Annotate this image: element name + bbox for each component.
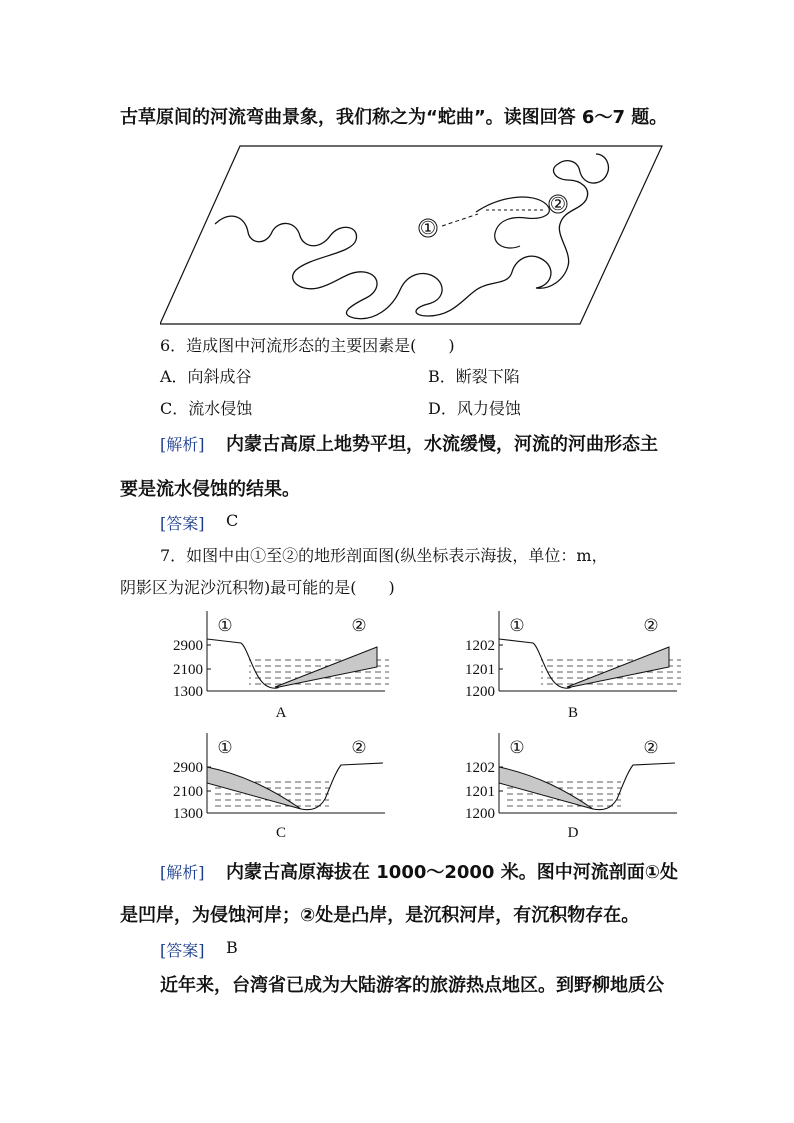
panel-a-tick-0: 2900 xyxy=(173,638,203,654)
map-marker-1: ① xyxy=(419,218,437,238)
panel-c-marker-1: ① xyxy=(217,738,233,757)
q7-analysis-line2: 是凹岸，为侵蚀河岸；②处是凸岸，是沉积河岸，有沉积物存在。 xyxy=(120,905,640,926)
q6-stem: 6．造成图中河流形态的主要因素是( ) xyxy=(160,336,455,355)
panel-c-tick-1: 2100 xyxy=(173,784,203,800)
q6-option-a: A．向斜成谷 xyxy=(160,367,252,386)
panel-b-tick-0: 1202 xyxy=(465,638,495,654)
panel-d-letter: D xyxy=(567,825,579,841)
q6-answer: C xyxy=(226,511,239,530)
panel-c-marker-2: ② xyxy=(351,738,367,757)
panel-c-tick-2: 1300 xyxy=(173,806,203,822)
q6-analysis-tag: [解析] xyxy=(160,435,205,454)
panel-a-tick-1: 2100 xyxy=(173,662,203,678)
q7-analysis-tag: [解析] xyxy=(160,863,205,882)
q6-option-c: C．流水侵蚀 xyxy=(160,399,253,418)
river-line xyxy=(215,154,608,319)
panel-c-tick-0: 2900 xyxy=(173,760,203,776)
panel-a-marker-1: ① xyxy=(217,616,233,635)
panel-b-tick-2: 1200 xyxy=(465,684,495,700)
map-marker-2: ② xyxy=(549,194,567,214)
intro-text: 古草原间的河流弯曲景象，我们称之为“蛇曲”。读图回答 6～7 题。 xyxy=(120,107,668,128)
profile-diagrams xyxy=(155,603,685,843)
q7-analysis-line1: 内蒙古高原海拔在 1000～2000 米。图中河流剖面①处 xyxy=(226,862,678,883)
q6-analysis-line1: 内蒙古高原上地势平坦，水流缓慢，河流的河曲形态主 xyxy=(226,434,658,455)
panel-d-marker-1: ① xyxy=(509,738,525,757)
panel-b-marker-1: ① xyxy=(509,616,525,635)
panel-a-marker-2: ② xyxy=(351,616,367,635)
panel-d-tick-1: 1201 xyxy=(465,784,495,800)
q6-option-d: D．风力侵蚀 xyxy=(428,399,521,418)
q6-answer-tag: [答案] xyxy=(160,514,205,533)
profile-panel-d xyxy=(465,733,677,841)
next-passage-line1: 近年来，台湾省已成为大陆游客的旅游热点地区。到野柳地质公 xyxy=(160,975,664,996)
panel-d-tick-0: 1202 xyxy=(465,760,495,776)
q7-answer: B xyxy=(226,938,238,957)
panel-d-tick-2: 1200 xyxy=(465,806,495,822)
q7-stem-line1: 7．如图中由①至②的地形剖面图(纵坐标表示海拔，单位：m， xyxy=(160,546,608,565)
profile-panel-b xyxy=(465,611,681,721)
profile-panel-c xyxy=(173,733,385,841)
panel-b-tick-1: 1201 xyxy=(465,662,495,678)
panel-b-letter: B xyxy=(567,705,579,721)
q6-analysis-line2: 要是流水侵蚀的结果。 xyxy=(120,479,300,500)
panel-c-letter: C xyxy=(275,825,287,841)
panel-d-marker-2: ② xyxy=(643,738,659,757)
meander-map xyxy=(160,140,670,330)
q7-stem-line2: 阴影区为泥沙沉积物)最可能的是( ) xyxy=(120,578,395,597)
q6-option-b: B．断裂下陷 xyxy=(428,367,520,386)
q7-answer-tag: [答案] xyxy=(160,941,205,960)
panel-b-marker-2: ② xyxy=(643,616,659,635)
panel-a-letter: A xyxy=(275,705,287,721)
profile-panel-a xyxy=(173,611,389,721)
panel-a-tick-2: 1300 xyxy=(173,684,203,700)
